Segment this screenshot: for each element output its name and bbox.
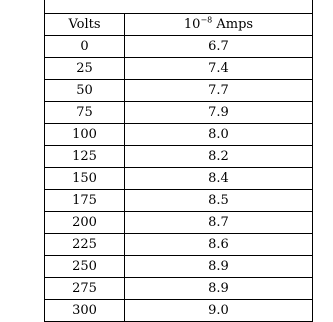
volts-cell: 200 <box>45 212 125 234</box>
table-row <box>45 190 313 212</box>
table-row <box>45 80 313 102</box>
table-caption-cell <box>45 0 313 14</box>
volts-cell: 150 <box>45 168 125 190</box>
volts-column-header: Volts <box>45 14 125 36</box>
volts-cell: 300 <box>45 300 125 322</box>
amps-cell: 8.4 <box>125 168 313 190</box>
amps-header-exponent: −8 <box>200 15 213 25</box>
amps-cell: 8.9 <box>125 278 313 300</box>
amps-cell: 8.2 <box>125 146 313 168</box>
amps-column-header <box>125 14 313 36</box>
amps-cell: 7.7 <box>125 80 313 102</box>
volts-cell: 275 <box>45 278 125 300</box>
voltage-current-table <box>44 0 313 322</box>
amps-cell: 6.7 <box>125 36 313 58</box>
volts-cell: 175 <box>45 190 125 212</box>
volts-cell: 100 <box>45 124 125 146</box>
amps-cell: 8.0 <box>125 124 313 146</box>
table-row <box>45 168 313 190</box>
volts-cell: 75 <box>45 102 125 124</box>
amps-cell: 8.9 <box>125 256 313 278</box>
volts-cell: 25 <box>45 58 125 80</box>
volts-cell: 250 <box>45 256 125 278</box>
table-row <box>45 256 313 278</box>
volts-cell: 0 <box>45 36 125 58</box>
table-header-row <box>45 14 313 36</box>
table-row <box>45 212 313 234</box>
table-row <box>45 300 313 322</box>
volts-cell: 125 <box>45 146 125 168</box>
amps-cell: 8.6 <box>125 234 313 256</box>
amps-cell: 8.5 <box>125 190 313 212</box>
table-row <box>45 58 313 80</box>
amps-cell: 9.0 <box>125 300 313 322</box>
table-row <box>45 146 313 168</box>
table-body <box>45 36 313 322</box>
volts-cell: 225 <box>45 234 125 256</box>
table-caption-row <box>45 0 313 14</box>
amps-cell: 7.9 <box>125 102 313 124</box>
volts-cell: 50 <box>45 80 125 102</box>
table-row <box>45 36 313 58</box>
amps-cell: 8.7 <box>125 212 313 234</box>
table-row <box>45 234 313 256</box>
amps-cell: 7.4 <box>125 58 313 80</box>
table-row <box>45 102 313 124</box>
amps-header-base: 10 <box>183 17 201 32</box>
table-row <box>45 278 313 300</box>
table-row <box>45 124 313 146</box>
amps-header-unit: Amps <box>216 17 254 32</box>
